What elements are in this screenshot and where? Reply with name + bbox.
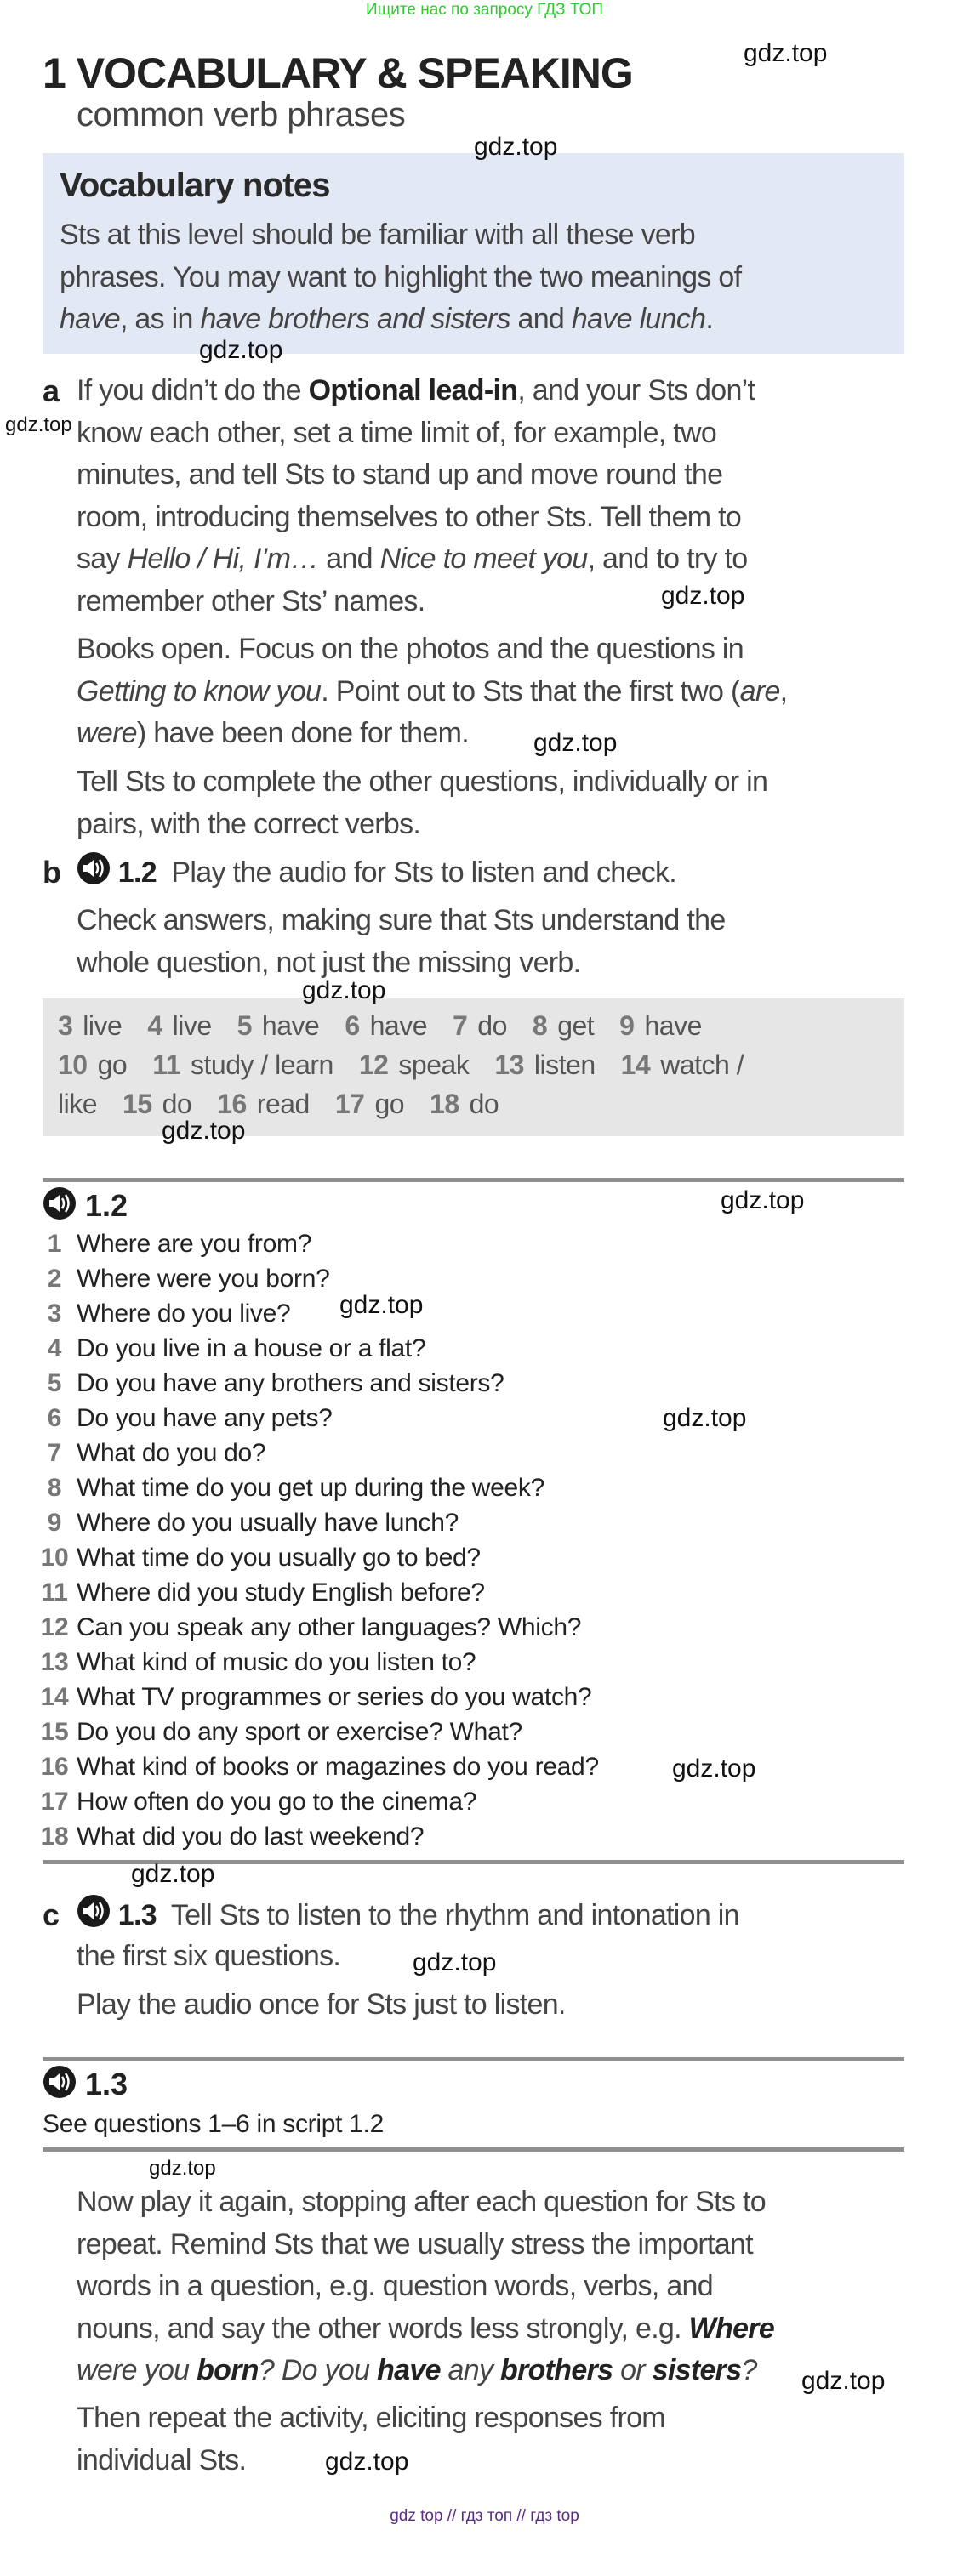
text-line	[77, 454, 755, 497]
script-question	[32, 1436, 599, 1470]
section-a-paragraph-3	[77, 761, 767, 845]
question-text: Where did you study English before?	[77, 1578, 485, 1606]
answer-number: 12	[358, 1049, 389, 1080]
script-heading-1-3	[43, 2065, 128, 2108]
question-number: 15	[40, 1718, 69, 1746]
answer-number: 3	[58, 1010, 73, 1041]
text-segment: Check answers, making sure that Sts understand the	[77, 904, 726, 936]
text-segment: repeat. Remind Sts that we usually stress the important	[77, 2227, 753, 2260]
section-c-instruction: Tell Sts to listen to the rhythm and intonation in	[170, 1899, 739, 1932]
text-line	[77, 2397, 665, 2440]
text-line	[77, 2308, 774, 2351]
watermark: gdz.top	[5, 413, 72, 436]
footer-links[interactable]: gdz top // гдз топ // гдз top	[390, 2507, 579, 2525]
answer-word: do	[469, 1089, 499, 1119]
section-b-paragraph	[77, 900, 726, 984]
text-segment: pairs, with the correct verbs.	[77, 807, 421, 840]
text-segment: were	[77, 717, 137, 749]
text-segment: Tell Sts to complete the other questions, individually or in	[77, 765, 768, 798]
text-line	[77, 2224, 774, 2266]
script-question	[32, 1296, 599, 1331]
answer-row	[58, 1045, 769, 1084]
text-segment: ? Do you	[258, 2354, 378, 2386]
watermark: gdz.top	[131, 1860, 215, 1888]
section-letter-c: c	[43, 1897, 60, 1932]
text-line	[77, 412, 755, 455]
answer-number: 13	[494, 1049, 524, 1080]
question-text: What time do you get up during the week?	[77, 1474, 545, 1502]
speaker-icon[interactable]	[43, 2065, 77, 2108]
text-segment: Play the audio once for Sts just to listen.	[77, 1988, 566, 2021]
text-segment: .	[705, 303, 714, 335]
script-question	[32, 1401, 599, 1436]
answer-number: 6	[345, 1010, 360, 1041]
question-text: Do you have any pets?	[77, 1404, 333, 1432]
script-question	[32, 1505, 599, 1540]
script-question	[32, 1610, 599, 1645]
question-number: 16	[40, 1753, 69, 1781]
vocabulary-notes-text	[60, 214, 741, 341]
speaker-icon[interactable]	[43, 1186, 77, 1230]
text-line	[77, 713, 787, 755]
text-segment: whole question, not just the missing verb.	[77, 946, 581, 979]
text-segment: Books open. Focus on the photos and the questions in	[77, 633, 744, 665]
answer-word: go	[97, 1049, 128, 1080]
text-segment: know each other, set a time limit of, for example, two	[77, 416, 717, 449]
script-track-number: 1.3	[85, 2067, 128, 2102]
question-number: 6	[47, 1404, 62, 1432]
question-number: 14	[40, 1683, 69, 1711]
question-number: 4	[47, 1334, 62, 1362]
text-segment: If you didn’t do the	[77, 374, 309, 407]
text-line	[77, 942, 726, 985]
speaker-icon[interactable]	[77, 1894, 111, 1941]
divider	[43, 2057, 904, 2061]
question-number: 10	[40, 1544, 69, 1572]
watermark: gdz.top	[339, 1291, 424, 1319]
question-number: 18	[40, 1823, 69, 1851]
question-text: Where were you born?	[77, 1265, 330, 1293]
question-text: Do you live in a house or a flat?	[77, 1334, 426, 1362]
text-segment: Nice to meet you	[379, 543, 588, 575]
text-segment: ,	[779, 674, 788, 708]
answer-word: like	[58, 1089, 98, 1119]
text-segment: sisters	[652, 2354, 742, 2386]
script-question	[32, 1540, 599, 1575]
answer-word: live	[172, 1010, 212, 1041]
divider	[43, 1178, 904, 1182]
section-a-paragraph-2	[77, 628, 787, 755]
answer-word: watch /	[660, 1049, 744, 1080]
script-question	[32, 1645, 599, 1680]
watermark: gdz.top	[199, 336, 283, 364]
text-segment: Where	[688, 2312, 775, 2345]
question-number: 7	[47, 1439, 62, 1467]
answer-word: study / learn	[191, 1049, 333, 1080]
text-segment: say	[77, 543, 128, 575]
text-segment: have lunch	[571, 303, 706, 335]
script-question	[32, 1331, 599, 1366]
text-line	[77, 1984, 566, 2027]
watermark: gdz.top	[325, 2448, 409, 2476]
text-line	[60, 257, 741, 299]
watermark: gdz.top	[474, 133, 558, 161]
question-text: Do you have any brothers and sisters?	[77, 1369, 504, 1397]
text-segment: born	[197, 2354, 259, 2386]
text-line	[60, 299, 741, 341]
answer-number: 16	[217, 1089, 247, 1119]
text-line	[77, 804, 767, 846]
text-segment: , and your Sts don’t	[517, 374, 755, 407]
answer-word: have	[369, 1010, 427, 1041]
text-segment: Optional lead-in	[308, 374, 518, 407]
script-question	[32, 1470, 599, 1505]
text-line	[77, 2181, 774, 2224]
text-segment: any	[440, 2354, 501, 2386]
answer-number: 14	[620, 1049, 651, 1080]
text-segment: are	[739, 674, 780, 708]
question-text: What TV programmes or series do you watch?	[77, 1683, 592, 1711]
script-question-list	[32, 1226, 599, 1854]
answer-row	[58, 1006, 727, 1045]
script-question	[32, 1819, 599, 1854]
search-banner[interactable]: Ищите нас по запросу ГДЗ ТОП	[365, 1, 604, 19]
watermark: gdz.top	[672, 1754, 756, 1783]
question-number: 13	[40, 1648, 69, 1676]
script-question	[32, 1575, 599, 1610]
script-question	[32, 1784, 599, 1819]
script-question	[32, 1226, 599, 1261]
final-paragraph-1	[77, 2181, 774, 2392]
script-question	[32, 1261, 599, 1296]
answer-word: have	[261, 1010, 320, 1041]
text-line	[77, 538, 755, 581]
script-1-3-text: See questions 1–6 in script 1.2	[43, 2110, 384, 2138]
text-line	[77, 581, 755, 623]
watermark: gdz.top	[744, 39, 828, 67]
text-segment: individual Sts.	[77, 2443, 247, 2476]
text-segment: words in a question, e.g. question words, verbs, and	[77, 2270, 713, 2302]
text-segment: were you	[77, 2354, 197, 2386]
text-line	[77, 370, 755, 412]
text-line	[60, 214, 741, 257]
question-number: 1	[47, 1230, 62, 1258]
question-text: How often do you go to the cinema?	[77, 1788, 477, 1816]
answer-word: live	[83, 1010, 123, 1041]
watermark: gdz.top	[801, 2367, 886, 2395]
question-number: 8	[47, 1474, 62, 1502]
question-text: What time do you usually go to bed?	[77, 1544, 481, 1572]
text-segment: nouns, and say the other words less strongly, e.g.	[77, 2312, 689, 2345]
section-b-first-line	[77, 851, 676, 898]
text-segment: room, introducing themselves to other Sts. Tell them to	[77, 500, 742, 533]
text-segment: have	[60, 303, 120, 335]
section-c-second-line: the first six questions.	[77, 1940, 341, 1972]
answer-word: do	[162, 1089, 192, 1119]
answer-word: listen	[533, 1049, 596, 1080]
answer-word: get	[557, 1010, 595, 1041]
watermark: gdz.top	[149, 2157, 216, 2180]
script-question	[32, 1366, 599, 1401]
section-letter-b: b	[43, 855, 61, 890]
answer-word: do	[477, 1010, 507, 1041]
audio-track-number[interactable]: 1.2	[117, 856, 157, 890]
divider	[43, 2147, 904, 2152]
question-text: What did you do last weekend?	[77, 1823, 425, 1851]
text-segment: Hello / Hi, I’m…	[127, 543, 319, 575]
question-number: 2	[47, 1265, 62, 1293]
question-number: 9	[47, 1509, 62, 1537]
question-text: What do you do?	[77, 1439, 266, 1467]
speaker-icon[interactable]	[77, 851, 111, 898]
question-number: 12	[40, 1613, 69, 1641]
text-line	[77, 671, 787, 714]
question-number: 17	[40, 1788, 69, 1816]
watermark: gdz.top	[302, 976, 386, 1004]
text-segment: Then repeat the activity, eliciting responses from	[77, 2402, 665, 2434]
question-text: Where are you from?	[77, 1230, 312, 1258]
text-line	[77, 2350, 774, 2392]
answer-number: 4	[147, 1010, 162, 1041]
answer-number: 17	[334, 1089, 365, 1119]
script-track-number: 1.2	[85, 1188, 128, 1224]
question-number: 11	[41, 1578, 68, 1606]
answer-word: speak	[398, 1049, 470, 1080]
watermark: gdz.top	[413, 1948, 497, 1976]
text-segment: phrases. You may want to highlight the two meanings of	[60, 260, 742, 293]
question-number: 3	[47, 1299, 62, 1328]
text-line	[77, 900, 726, 942]
text-segment: or	[613, 2354, 653, 2386]
answer-number: 9	[619, 1010, 635, 1041]
text-segment: , and to try to	[587, 543, 748, 575]
page-subtitle: common verb phrases	[77, 96, 406, 134]
script-question	[32, 1714, 599, 1749]
watermark: gdz.top	[661, 582, 745, 610]
text-segment: remember other Sts’ names.	[77, 584, 425, 617]
section-letter-a: a	[43, 373, 60, 408]
watermark: gdz.top	[533, 729, 618, 757]
text-segment: minutes, and tell Sts to stand up and move round the	[77, 458, 723, 491]
text-line	[77, 628, 787, 671]
watermark: gdz.top	[663, 1404, 747, 1432]
answer-number: 15	[123, 1089, 152, 1119]
question-text: Where do you live?	[77, 1299, 291, 1328]
answer-number: 18	[430, 1089, 459, 1119]
text-segment: brothers	[500, 2354, 613, 2386]
text-line	[77, 2266, 774, 2308]
section-a-paragraph-1	[77, 370, 755, 623]
text-segment: have	[377, 2354, 441, 2386]
question-text: Where do you usually have lunch?	[77, 1509, 459, 1537]
section-b-instruction: Play the audio for Sts to listen and check.	[171, 856, 677, 890]
answer-word: read	[256, 1089, 310, 1119]
section-c-paragraph	[77, 1984, 566, 2027]
text-segment: Getting to know you	[77, 674, 322, 708]
watermark: gdz.top	[162, 1117, 246, 1145]
text-segment: and	[510, 303, 572, 335]
answer-row	[58, 1084, 524, 1123]
question-number: 5	[47, 1369, 62, 1397]
question-text: Can you speak any other languages? Which?	[77, 1613, 582, 1641]
watermark: gdz.top	[721, 1186, 805, 1214]
answer-number: 8	[532, 1010, 548, 1041]
text-line	[77, 761, 767, 804]
text-segment: Sts at this level should be familiar with all these verb	[60, 219, 695, 251]
question-text: Do you do any sport or exercise? What?	[77, 1718, 522, 1746]
answer-word: have	[644, 1010, 702, 1041]
answer-number: 10	[58, 1049, 88, 1080]
text-segment: ?	[741, 2354, 757, 2386]
answer-number: 5	[237, 1010, 252, 1041]
vocabulary-notes-heading: Vocabulary notes	[60, 167, 330, 204]
page-title: 1 VOCABULARY & SPEAKING	[43, 49, 633, 97]
script-heading-1-2	[43, 1186, 128, 1230]
script-question	[32, 1680, 599, 1714]
text-segment: ) have been done for them.	[136, 717, 469, 749]
answer-word: go	[374, 1089, 405, 1119]
text-line	[77, 497, 755, 539]
text-segment: and	[318, 543, 380, 575]
script-question	[32, 1749, 599, 1784]
audio-track-number[interactable]: 1.3	[117, 1899, 157, 1932]
text-segment: Now play it again, stopping after each question for Sts to	[77, 2186, 766, 2218]
section-c-first-line	[77, 1894, 739, 1941]
question-text: What kind of music do you listen to?	[77, 1648, 476, 1676]
answer-number: 11	[152, 1049, 181, 1080]
text-segment: have brothers and sisters	[200, 303, 510, 335]
question-text: What kind of books or magazines do you read?	[77, 1753, 599, 1781]
text-segment: . Point out to Sts that the first two (	[321, 674, 740, 708]
text-segment: , as in	[119, 303, 201, 335]
answer-number: 7	[453, 1010, 468, 1041]
